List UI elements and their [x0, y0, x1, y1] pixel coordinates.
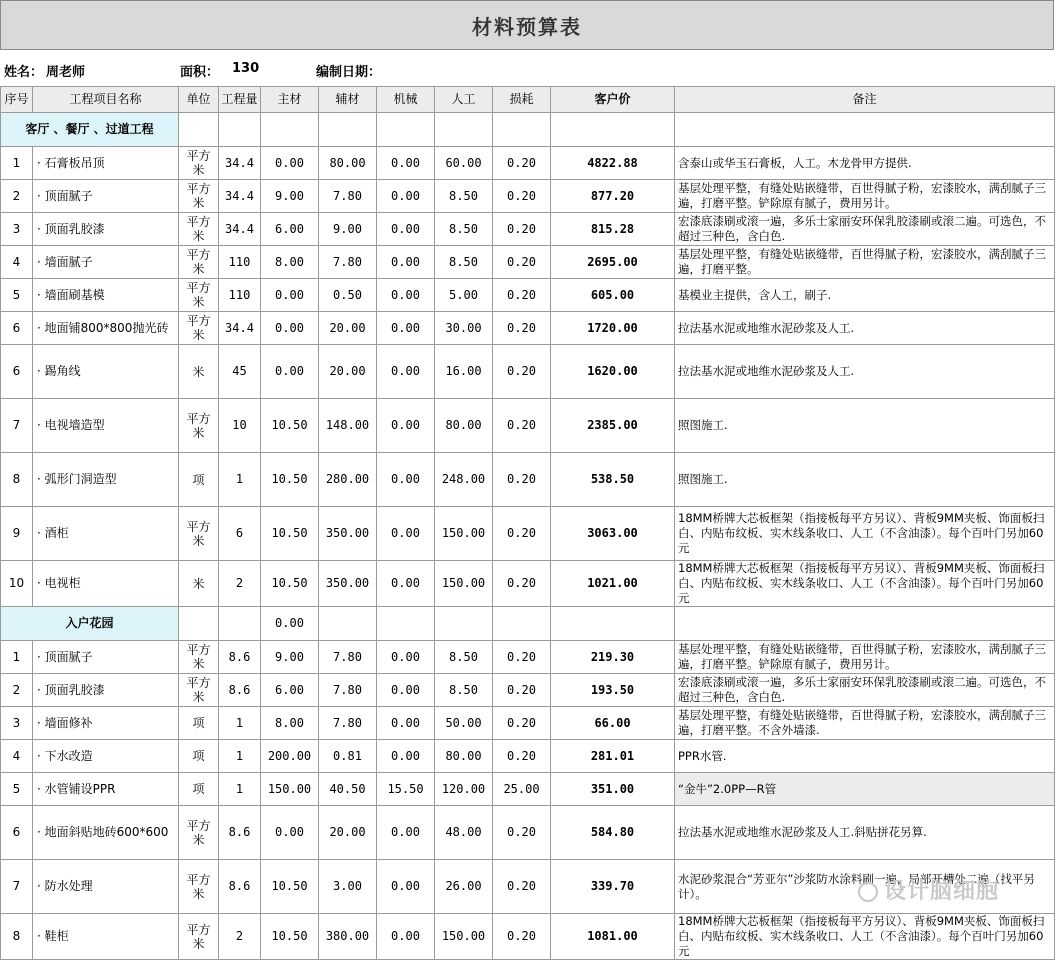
item-quantity: 110 — [219, 279, 261, 312]
loss-rate: 0.20 — [493, 707, 551, 740]
aux-material-cost: 7.80 — [319, 180, 377, 213]
main-material-cost: 6.00 — [261, 674, 319, 707]
item-unit: 平方米 — [179, 213, 219, 246]
section-cell — [551, 113, 675, 147]
section-total — [261, 113, 319, 147]
row-number: 5 — [1, 279, 33, 312]
item-quantity: 1 — [219, 740, 261, 773]
item-unit: 项 — [179, 707, 219, 740]
aux-material-cost: 7.80 — [319, 246, 377, 279]
row-number: 2 — [1, 674, 33, 707]
table-row — [1, 740, 1055, 773]
section-cell — [435, 113, 493, 147]
item-name: · 顶面乳胶漆 — [33, 674, 179, 707]
budget-table — [0, 86, 1055, 960]
item-name: · 弧形门洞造型 — [33, 453, 179, 507]
main-material-cost: 10.50 — [261, 860, 319, 914]
machine-cost: 0.00 — [377, 213, 435, 246]
section-total: 0.00 — [261, 607, 319, 641]
item-note: 宏漆底漆刷或滚一遍，多乐士家丽安环保乳胶漆刷或滚二遍。可选色，不超过三种色，含白色. — [675, 213, 1055, 246]
table-row — [1, 180, 1055, 213]
item-name: · 墙面腻子 — [33, 246, 179, 279]
item-quantity: 1 — [219, 453, 261, 507]
table-row — [1, 399, 1055, 453]
customer-price: 1720.00 — [551, 312, 675, 345]
section-title: 客厅 、餐厅 、过道工程 — [1, 113, 179, 147]
item-note: PPR水管. — [675, 740, 1055, 773]
section-cell — [219, 607, 261, 641]
section-cell — [551, 607, 675, 641]
labor-cost: 8.50 — [435, 674, 493, 707]
item-quantity: 34.4 — [219, 312, 261, 345]
labor-cost: 50.00 — [435, 707, 493, 740]
labor-cost: 248.00 — [435, 453, 493, 507]
item-quantity: 34.4 — [219, 180, 261, 213]
item-note: 18MM桥牌大芯板框架（指接板每平方另议）、背板9MM夹板、饰面板扫白、内贴布纹板、实木线条收口、人工（不含油漆）。每个百叶门另加60元 — [675, 914, 1055, 960]
column-header: 工程项目名称 — [33, 87, 179, 113]
main-material-cost: 200.00 — [261, 740, 319, 773]
item-name: · 顶面乳胶漆 — [33, 213, 179, 246]
aux-material-cost: 0.50 — [319, 279, 377, 312]
item-unit: 平方米 — [179, 641, 219, 674]
name-label: 姓名： — [4, 65, 44, 80]
section-cell — [179, 113, 219, 147]
labor-cost: 5.00 — [435, 279, 493, 312]
row-number: 6 — [1, 345, 33, 399]
row-number: 7 — [1, 860, 33, 914]
customer-price: 3063.00 — [551, 507, 675, 561]
column-header: 单位 — [179, 87, 219, 113]
info-bar — [0, 50, 1054, 86]
column-header: 工程量 — [219, 87, 261, 113]
header-row — [1, 87, 1055, 113]
item-unit: 平方米 — [179, 312, 219, 345]
table-row — [1, 674, 1055, 707]
customer-price: 2385.00 — [551, 399, 675, 453]
labor-cost: 8.50 — [435, 246, 493, 279]
machine-cost: 0.00 — [377, 674, 435, 707]
item-name: · 防水处理 — [33, 860, 179, 914]
customer-price: 2695.00 — [551, 246, 675, 279]
loss-rate: 0.20 — [493, 860, 551, 914]
labor-cost: 150.00 — [435, 561, 493, 607]
column-header: 主材 — [261, 87, 319, 113]
machine-cost: 0.00 — [377, 180, 435, 213]
loss-rate: 0.20 — [493, 641, 551, 674]
area-value: 130 — [232, 61, 260, 76]
table-row — [1, 806, 1055, 860]
item-name: · 下水改造 — [33, 740, 179, 773]
aux-material-cost: 380.00 — [319, 914, 377, 960]
main-material-cost: 0.00 — [261, 345, 319, 399]
labor-cost: 150.00 — [435, 507, 493, 561]
item-unit: 项 — [179, 773, 219, 806]
aux-material-cost: 20.00 — [319, 806, 377, 860]
item-name: · 电视墙造型 — [33, 399, 179, 453]
customer-price: 351.00 — [551, 773, 675, 806]
machine-cost: 0.00 — [377, 399, 435, 453]
aux-material-cost: 350.00 — [319, 561, 377, 607]
main-material-cost: 0.00 — [261, 279, 319, 312]
machine-cost: 0.00 — [377, 147, 435, 180]
loss-rate: 0.20 — [493, 180, 551, 213]
main-material-cost: 150.00 — [261, 773, 319, 806]
main-material-cost: 10.50 — [261, 914, 319, 960]
section-cell — [219, 113, 261, 147]
item-note: 基层处理平整，有缝处贴嵌缝带，百世得腻子粉，宏漆胶水，满刮腻子三遍，打磨平整。不含外墙漆. — [675, 707, 1055, 740]
customer-price: 538.50 — [551, 453, 675, 507]
main-material-cost: 0.00 — [261, 147, 319, 180]
item-quantity: 8.6 — [219, 641, 261, 674]
customer-price: 4822.88 — [551, 147, 675, 180]
item-note: 基层处理平整，有缝处贴嵌缝带，百世得腻子粉，宏漆胶水，满刮腻子三遍，打磨平整。铲除原有腻子，费用另计。 — [675, 641, 1055, 674]
item-unit: 平方米 — [179, 806, 219, 860]
main-material-cost: 10.50 — [261, 399, 319, 453]
customer-price: 281.01 — [551, 740, 675, 773]
section-row — [1, 607, 1055, 641]
row-number: 1 — [1, 147, 33, 180]
aux-material-cost: 280.00 — [319, 453, 377, 507]
item-name: · 鞋柜 — [33, 914, 179, 960]
aux-material-cost: 20.00 — [319, 345, 377, 399]
item-note: 基模业主提供，含人工，刷子. — [675, 279, 1055, 312]
loss-rate: 0.20 — [493, 213, 551, 246]
item-note: 基层处理平整，有缝处贴嵌缝带，百世得腻子粉，宏漆胶水，满刮腻子三遍，打磨平整。 — [675, 246, 1055, 279]
item-note: 照图施工. — [675, 399, 1055, 453]
aux-material-cost: 7.80 — [319, 641, 377, 674]
item-name: · 水管铺设PPR — [33, 773, 179, 806]
item-note: 照图施工. — [675, 453, 1055, 507]
machine-cost: 0.00 — [377, 914, 435, 960]
watermark — [858, 874, 999, 905]
row-number: 4 — [1, 246, 33, 279]
section-cell — [493, 607, 551, 641]
item-quantity: 34.4 — [219, 213, 261, 246]
machine-cost: 15.50 — [377, 773, 435, 806]
main-material-cost: 8.00 — [261, 246, 319, 279]
labor-cost: 30.00 — [435, 312, 493, 345]
machine-cost: 0.00 — [377, 507, 435, 561]
customer-price: 66.00 — [551, 707, 675, 740]
section-cell — [377, 607, 435, 641]
loss-rate: 0.20 — [493, 507, 551, 561]
machine-cost: 0.00 — [377, 345, 435, 399]
item-unit: 米 — [179, 561, 219, 607]
section-cell — [435, 607, 493, 641]
column-header: 备注 — [675, 87, 1055, 113]
labor-cost: 16.00 — [435, 345, 493, 399]
item-note: 拉法基水泥或地维水泥砂浆及人工. — [675, 312, 1055, 345]
machine-cost: 0.00 — [377, 246, 435, 279]
row-number: 3 — [1, 707, 33, 740]
loss-rate: 0.20 — [493, 279, 551, 312]
loss-rate: 0.20 — [493, 561, 551, 607]
machine-cost: 0.00 — [377, 740, 435, 773]
table-row — [1, 147, 1055, 180]
aux-material-cost: 7.80 — [319, 707, 377, 740]
main-material-cost: 0.00 — [261, 312, 319, 345]
section-row — [1, 113, 1055, 147]
row-number: 8 — [1, 453, 33, 507]
customer-price: 877.20 — [551, 180, 675, 213]
loss-rate: 0.20 — [493, 453, 551, 507]
customer-price: 815.28 — [551, 213, 675, 246]
labor-cost: 120.00 — [435, 773, 493, 806]
customer-price: 219.30 — [551, 641, 675, 674]
table-row — [1, 561, 1055, 607]
column-header: 客户价 — [551, 87, 675, 113]
item-note: 18MM桥牌大芯板框架（指接板每平方另议）、背板9MM夹板、饰面板扫白、内贴布纹板、实木线条收口、人工（不含油漆）。每个百叶门另加60元 — [675, 561, 1055, 607]
column-header: 损耗 — [493, 87, 551, 113]
section-cell — [675, 113, 1055, 147]
item-note: 拉法基水泥或地维水泥砂浆及人工. — [675, 345, 1055, 399]
aux-material-cost: 350.00 — [319, 507, 377, 561]
labor-cost: 150.00 — [435, 914, 493, 960]
row-number: 4 — [1, 740, 33, 773]
item-note: “金牛”2.0PP—R管 — [675, 773, 1055, 806]
aux-material-cost: 7.80 — [319, 674, 377, 707]
item-quantity: 6 — [219, 507, 261, 561]
table-row — [1, 773, 1055, 806]
machine-cost: 0.00 — [377, 561, 435, 607]
aux-material-cost: 80.00 — [319, 147, 377, 180]
labor-cost: 8.50 — [435, 180, 493, 213]
labor-cost: 26.00 — [435, 860, 493, 914]
loss-rate: 0.20 — [493, 312, 551, 345]
loss-rate: 0.20 — [493, 806, 551, 860]
customer-price: 339.70 — [551, 860, 675, 914]
item-unit: 米 — [179, 345, 219, 399]
item-name: · 墙面刷基模 — [33, 279, 179, 312]
row-number: 1 — [1, 641, 33, 674]
table-row — [1, 345, 1055, 399]
machine-cost: 0.00 — [377, 279, 435, 312]
row-number: 5 — [1, 773, 33, 806]
item-quantity: 34.4 — [219, 147, 261, 180]
table-row — [1, 507, 1055, 561]
watermark-text: 设计脑细胞 — [884, 879, 1000, 904]
item-unit: 平方米 — [179, 674, 219, 707]
item-unit: 平方米 — [179, 180, 219, 213]
item-name: · 顶面腻子 — [33, 180, 179, 213]
item-name: · 石膏板吊顶 — [33, 147, 179, 180]
loss-rate: 25.00 — [493, 773, 551, 806]
item-unit: 项 — [179, 453, 219, 507]
item-name: · 顶面腻子 — [33, 641, 179, 674]
item-quantity: 8.6 — [219, 674, 261, 707]
item-name: · 踢角线 — [33, 345, 179, 399]
table-row — [1, 279, 1055, 312]
item-quantity: 2 — [219, 914, 261, 960]
main-material-cost: 10.50 — [261, 561, 319, 607]
customer-price: 1081.00 — [551, 914, 675, 960]
section-cell — [179, 607, 219, 641]
main-material-cost: 8.00 — [261, 707, 319, 740]
table-row — [1, 914, 1055, 960]
item-quantity: 8.6 — [219, 806, 261, 860]
name-value: 周老师 — [46, 65, 86, 80]
item-name: · 电视柜 — [33, 561, 179, 607]
item-name: · 地面铺800*800抛光砖 — [33, 312, 179, 345]
table-row — [1, 707, 1055, 740]
item-quantity: 2 — [219, 561, 261, 607]
date-label: 编制日期： — [316, 65, 382, 80]
labor-cost: 80.00 — [435, 399, 493, 453]
item-unit: 平方米 — [179, 279, 219, 312]
item-unit: 平方米 — [179, 399, 219, 453]
loss-rate: 0.20 — [493, 674, 551, 707]
table-row — [1, 453, 1055, 507]
column-header: 机械 — [377, 87, 435, 113]
row-number: 7 — [1, 399, 33, 453]
customer-price: 1021.00 — [551, 561, 675, 607]
row-number: 8 — [1, 914, 33, 960]
loss-rate: 0.20 — [493, 147, 551, 180]
item-note: 宏漆底漆刷或滚一遍，多乐士家丽安环保乳胶漆刷或滚二遍。可选色，不超过三种色，含白色. — [675, 674, 1055, 707]
item-note: 拉法基水泥或地维水泥砂浆及人工.斜贴拼花另算. — [675, 806, 1055, 860]
main-material-cost: 9.00 — [261, 180, 319, 213]
loss-rate: 0.20 — [493, 914, 551, 960]
item-quantity: 8.6 — [219, 860, 261, 914]
labor-cost: 8.50 — [435, 641, 493, 674]
item-note: 水泥砂浆混合“芳亚尔”沙浆防水涂料刷一遍，局部开槽处二遍（找平另计）。 — [675, 860, 1055, 914]
item-name: · 酒柜 — [33, 507, 179, 561]
row-number: 6 — [1, 312, 33, 345]
item-quantity: 110 — [219, 246, 261, 279]
main-material-cost: 10.50 — [261, 453, 319, 507]
item-quantity: 45 — [219, 345, 261, 399]
customer-price: 1620.00 — [551, 345, 675, 399]
machine-cost: 0.00 — [377, 860, 435, 914]
loss-rate: 0.20 — [493, 246, 551, 279]
customer-price: 584.80 — [551, 806, 675, 860]
section-cell — [675, 607, 1055, 641]
column-header: 人工 — [435, 87, 493, 113]
machine-cost: 0.00 — [377, 806, 435, 860]
aux-material-cost: 20.00 — [319, 312, 377, 345]
loss-rate: 0.20 — [493, 399, 551, 453]
row-number: 6 — [1, 806, 33, 860]
row-number: 3 — [1, 213, 33, 246]
aux-material-cost: 3.00 — [319, 860, 377, 914]
item-unit: 平方米 — [179, 914, 219, 960]
table-row — [1, 246, 1055, 279]
item-quantity: 1 — [219, 773, 261, 806]
item-unit: 平方米 — [179, 507, 219, 561]
area-label: 面积： — [180, 65, 220, 80]
customer-price: 605.00 — [551, 279, 675, 312]
item-note: 含泰山或华玉石膏板，人工。木龙骨甲方提供. — [675, 147, 1055, 180]
column-header: 序号 — [1, 87, 33, 113]
machine-cost: 0.00 — [377, 312, 435, 345]
sheet-title: 材料预算表 — [0, 0, 1054, 50]
item-unit: 平方米 — [179, 147, 219, 180]
item-quantity: 1 — [219, 707, 261, 740]
loss-rate: 0.20 — [493, 345, 551, 399]
machine-cost: 0.00 — [377, 641, 435, 674]
table-row — [1, 312, 1055, 345]
wechat-icon — [858, 882, 878, 902]
customer-price: 193.50 — [551, 674, 675, 707]
labor-cost: 48.00 — [435, 806, 493, 860]
item-note: 基层处理平整，有缝处贴嵌缝带，百世得腻子粉，宏漆胶水，满刮腻子三遍，打磨平整。铲除原有腻子，费用另计。 — [675, 180, 1055, 213]
column-header: 辅材 — [319, 87, 377, 113]
aux-material-cost: 0.81 — [319, 740, 377, 773]
section-cell — [319, 607, 377, 641]
item-unit: 项 — [179, 740, 219, 773]
row-number: 10 — [1, 561, 33, 607]
aux-material-cost: 9.00 — [319, 213, 377, 246]
table-row — [1, 213, 1055, 246]
machine-cost: 0.00 — [377, 453, 435, 507]
main-material-cost: 9.00 — [261, 641, 319, 674]
labor-cost: 8.50 — [435, 213, 493, 246]
item-name: · 地面斜贴地砖600*600 — [33, 806, 179, 860]
item-note: 18MM桥牌大芯板框架（指接板每平方另议）、背板9MM夹板、饰面板扫白、内贴布纹板、实木线条收口、人工（不含油漆）。每个百叶门另加60元 — [675, 507, 1055, 561]
aux-material-cost: 40.50 — [319, 773, 377, 806]
item-name: · 墙面修补 — [33, 707, 179, 740]
item-quantity: 10 — [219, 399, 261, 453]
loss-rate: 0.20 — [493, 740, 551, 773]
row-number: 9 — [1, 507, 33, 561]
labor-cost: 80.00 — [435, 740, 493, 773]
section-cell — [493, 113, 551, 147]
table-row — [1, 641, 1055, 674]
machine-cost: 0.00 — [377, 707, 435, 740]
section-cell — [377, 113, 435, 147]
section-title: 入户花园 — [1, 607, 179, 641]
section-cell — [319, 113, 377, 147]
main-material-cost: 10.50 — [261, 507, 319, 561]
row-number: 2 — [1, 180, 33, 213]
main-material-cost: 0.00 — [261, 806, 319, 860]
aux-material-cost: 148.00 — [319, 399, 377, 453]
item-unit: 平方米 — [179, 860, 219, 914]
item-unit: 平方米 — [179, 246, 219, 279]
labor-cost: 60.00 — [435, 147, 493, 180]
main-material-cost: 6.00 — [261, 213, 319, 246]
